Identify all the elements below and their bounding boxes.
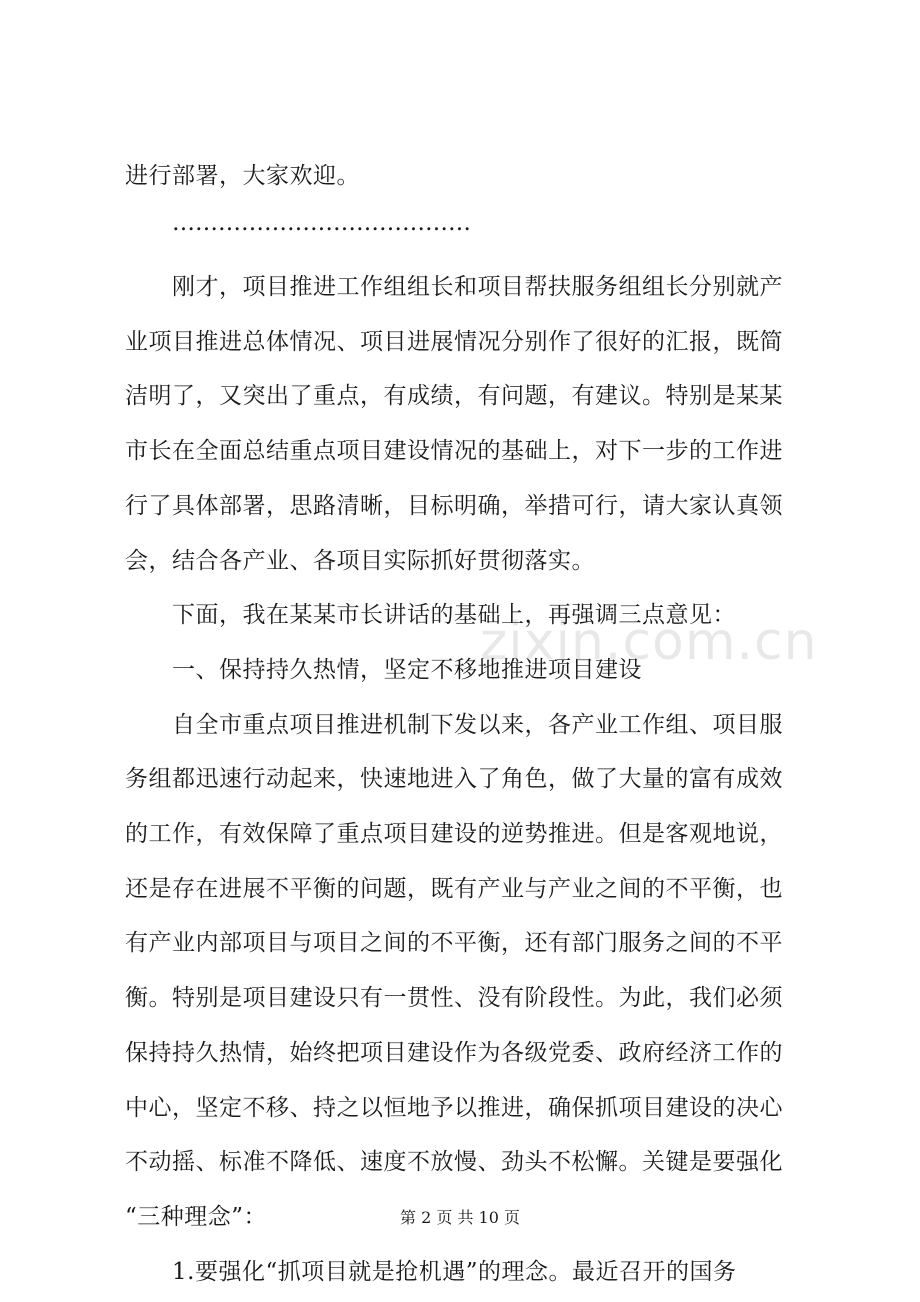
text-line: 1.要强化“抓项目就是抢机遇”的理念。最近召开的国务 — [172, 1259, 737, 1285]
text-line: 进行部署，大家欢迎。 — [125, 163, 360, 189]
text-line: 自全市重点项目推进机制下发以来，各产业工作组、项目服 — [172, 712, 783, 738]
section-heading: 一、保持持久热情，坚定不移地推进项目建设 — [172, 657, 642, 683]
ellipsis-line: ………………………………… — [172, 210, 471, 236]
text-line: 刚才，项目推进工作组组长和项目帮扶服务组组长分别就产 — [172, 274, 783, 300]
text-line: 还是存在进展不平衡的问题，既有产业与产业之间的不平衡，也 — [125, 876, 783, 902]
text-line: 下面，我在某某市长讲话的基础上，再强调三点意见： — [172, 602, 736, 628]
text-line: 市长在全面总结重点项目建设情况的基础上，对下一步的工作进 — [125, 438, 783, 464]
text-line: 务组都迅速行动起来，快速地进入了角色，做了大量的富有成效 — [125, 766, 783, 792]
text-line: 会，结合各产业、各项目实际抓好贯彻落实。 — [125, 548, 595, 574]
text-line: 中心，坚定不移、持之以恒地予以推进，确保抓项目建设的决心 — [125, 1095, 783, 1121]
text-line: 不动摇、标准不降低、速度不放慢、劲头不松懈。关键是要强化 — [125, 1149, 783, 1175]
watermark: zixin.com.cn — [480, 612, 818, 672]
text-line: 保持持久热情，始终把项目建设作为各级党委、政府经济工作的 — [125, 1040, 783, 1066]
text-line: 衡。特别是项目建设只有一贯性、没有阶段性。为此，我们必须 — [125, 985, 783, 1011]
page-footer: 第 2 页 共 10 页 — [400, 1208, 520, 1227]
text-line: 业项目推进总体情况、项目进展情况分别作了很好的汇报，既简 — [125, 329, 783, 355]
text-line: 的工作，有效保障了重点项目建设的逆势推进。但是客观地说， — [125, 821, 783, 847]
text-line: 行了具体部署，思路清晰，目标明确，举措可行，请大家认真领 — [125, 493, 783, 519]
text-line: 洁明了，又突出了重点，有成绩，有问题，有建议。特别是某某 — [125, 383, 783, 409]
text-line: “三种理念”： — [125, 1204, 268, 1230]
text-line: 有产业内部项目与项目之间的不平衡，还有部门服务之间的不平 — [125, 930, 783, 956]
